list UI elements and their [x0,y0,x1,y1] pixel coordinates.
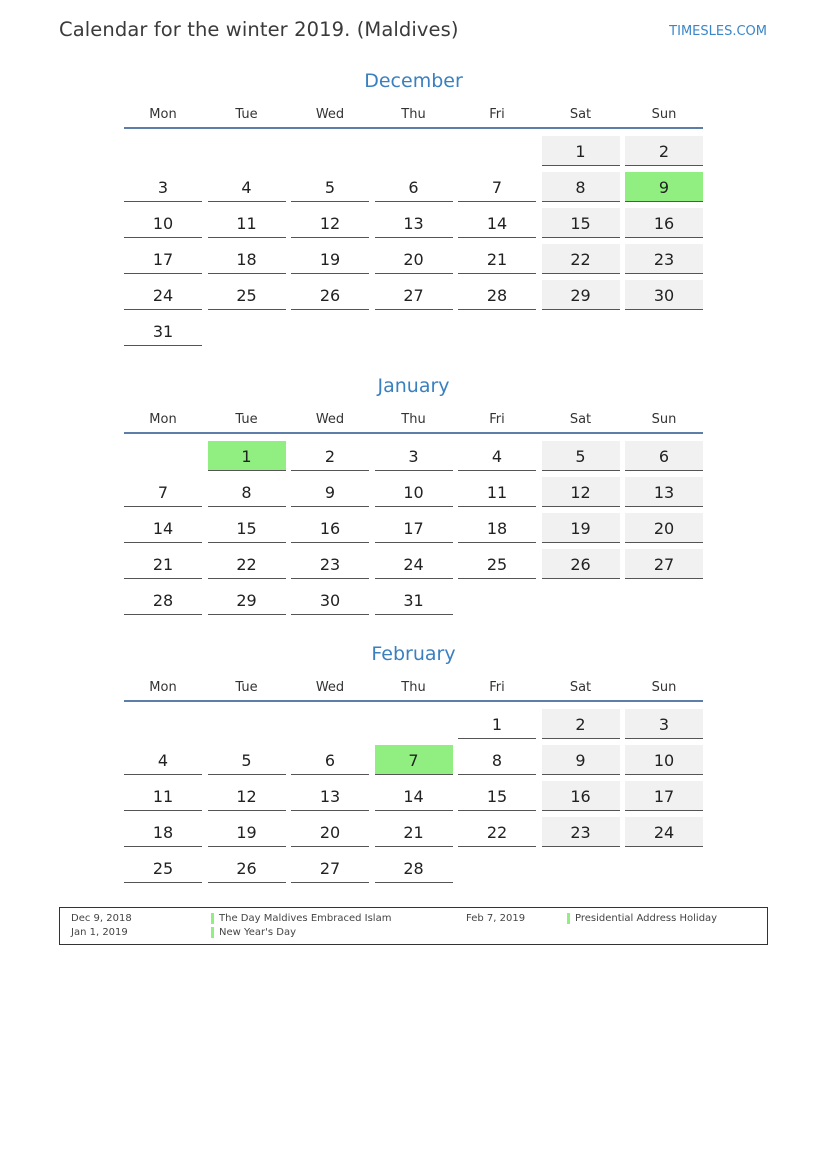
legend-date: Feb 7, 2019 [466,913,526,924]
day-cell[interactable]: 5 [542,441,620,471]
day-cell[interactable]: 9 [291,477,369,507]
day-cell[interactable]: 15 [458,781,536,811]
day-cell[interactable]: 30 [625,280,703,310]
day-cell[interactable]: 3 [375,441,453,471]
day-cell[interactable]: 8 [542,172,620,202]
day-cell[interactable]: 26 [291,280,369,310]
day-cell[interactable]: 11 [458,477,536,507]
day-cell[interactable]: 11 [208,208,286,238]
day-cell[interactable]: 1 [458,709,536,739]
weekday-label: Mon [149,107,177,122]
day-cell[interactable]: 15 [542,208,620,238]
day-cell[interactable]: 28 [375,853,453,883]
day-cell[interactable]: 5 [291,172,369,202]
day-cell[interactable]: 25 [458,549,536,579]
day-cell[interactable]: 12 [542,477,620,507]
weekday-label: Fri [489,680,505,695]
weekday-header [124,412,703,432]
day-cell[interactable]: 28 [124,585,202,615]
day-cell[interactable]: 2 [291,441,369,471]
day-cell[interactable]: 19 [291,244,369,274]
day-cell[interactable]: 14 [375,781,453,811]
day-cell[interactable]: 23 [542,817,620,847]
day-cell[interactable]: 27 [291,853,369,883]
holiday-legend [59,907,768,945]
holiday-day-cell[interactable]: 9 [625,172,703,202]
day-cell[interactable]: 20 [291,817,369,847]
day-cell[interactable]: 4 [124,745,202,775]
day-cell[interactable]: 16 [625,208,703,238]
day-cell[interactable]: 19 [542,513,620,543]
day-cell[interactable]: 18 [208,244,286,274]
weekday-header [124,107,703,127]
day-cell[interactable]: 3 [625,709,703,739]
day-cell[interactable]: 20 [375,244,453,274]
weekday-label: Fri [489,107,505,122]
day-cell[interactable]: 10 [375,477,453,507]
day-cell[interactable]: 17 [375,513,453,543]
day-cell[interactable]: 25 [208,280,286,310]
day-cell[interactable]: 5 [208,745,286,775]
day-cell[interactable]: 29 [208,585,286,615]
day-cell[interactable]: 2 [542,709,620,739]
day-cell[interactable]: 23 [625,244,703,274]
weekday-label: Sun [651,680,677,695]
day-cell[interactable]: 22 [542,244,620,274]
legend-date: Dec 9, 2018 [71,913,132,924]
day-cell[interactable]: 22 [208,549,286,579]
day-cell[interactable]: 15 [208,513,286,543]
day-cell[interactable]: 27 [375,280,453,310]
day-cell[interactable]: 14 [124,513,202,543]
day-cell[interactable]: 9 [542,745,620,775]
day-cell[interactable]: 4 [458,441,536,471]
day-cell[interactable]: 20 [625,513,703,543]
weekday-label: Tue [235,680,258,695]
weekday-label: Sat [569,680,592,695]
weekday-label: Sun [651,412,677,427]
day-cell[interactable]: 16 [291,513,369,543]
month-name: January [377,375,450,397]
day-cell[interactable]: 7 [124,477,202,507]
day-cell[interactable]: 24 [375,549,453,579]
day-cell[interactable]: 21 [458,244,536,274]
day-cell[interactable]: 10 [625,745,703,775]
day-cell[interactable]: 7 [458,172,536,202]
holiday-day-cell[interactable]: 7 [375,745,453,775]
day-cell[interactable]: 13 [291,781,369,811]
legend-holiday-name: Presidential Address Holiday [567,913,717,924]
legend-date: Jan 1, 2019 [71,927,128,938]
day-cell[interactable]: 13 [625,477,703,507]
day-cell[interactable]: 18 [124,817,202,847]
day-cell[interactable]: 10 [124,208,202,238]
day-cell[interactable]: 16 [542,781,620,811]
day-cell[interactable]: 22 [458,817,536,847]
day-cell[interactable]: 14 [458,208,536,238]
page-title: Calendar for the winter 2019. (Maldives) [59,18,459,41]
weekday-label: Wed [315,412,345,427]
day-cell[interactable]: 13 [375,208,453,238]
day-cell[interactable]: 29 [542,280,620,310]
weekday-label: Tue [235,412,258,427]
day-cell[interactable]: 12 [208,781,286,811]
day-cell[interactable]: 24 [625,817,703,847]
weekday-label: Thu [401,107,426,122]
day-cell[interactable]: 6 [291,745,369,775]
holiday-day-cell[interactable]: 1 [208,441,286,471]
day-cell[interactable]: 31 [375,585,453,615]
weekday-label: Sun [651,107,677,122]
day-cell[interactable]: 8 [208,477,286,507]
month-name: December [364,70,463,92]
day-cell[interactable]: 25 [124,853,202,883]
weekday-label: Tue [235,107,258,122]
day-cell[interactable]: 19 [208,817,286,847]
day-cell[interactable]: 24 [124,280,202,310]
weekday-header [124,680,703,700]
day-cell[interactable]: 1 [542,136,620,166]
day-cell[interactable]: 3 [124,172,202,202]
header-rule [124,127,703,129]
day-cell[interactable]: 6 [625,441,703,471]
day-cell[interactable]: 28 [458,280,536,310]
day-cell[interactable]: 4 [208,172,286,202]
day-cell[interactable]: 21 [375,817,453,847]
day-cell[interactable]: 21 [124,549,202,579]
day-cell[interactable]: 2 [625,136,703,166]
day-cell[interactable]: 12 [291,208,369,238]
legend-holiday-name: The Day Maldives Embraced Islam [211,913,391,924]
weekday-label: Mon [149,680,177,695]
day-cell[interactable]: 23 [291,549,369,579]
site-link[interactable]: TIMESLES.COM [669,24,767,39]
header-rule [124,432,703,434]
day-cell[interactable]: 31 [124,316,202,346]
weekday-label: Thu [401,680,426,695]
weekday-label: Sat [569,412,592,427]
legend-holiday-name: New Year's Day [211,927,296,938]
day-cell[interactable]: 8 [458,745,536,775]
day-cell[interactable]: 11 [124,781,202,811]
weekday-label: Fri [489,412,505,427]
header-rule [124,700,703,702]
day-cell[interactable]: 26 [542,549,620,579]
weekday-label: Sat [569,107,592,122]
day-cell[interactable]: 30 [291,585,369,615]
day-cell[interactable]: 17 [625,781,703,811]
month-name: February [371,643,456,665]
day-cell[interactable]: 27 [625,549,703,579]
weekday-label: Wed [315,107,345,122]
day-cell[interactable]: 18 [458,513,536,543]
day-cell[interactable]: 17 [124,244,202,274]
weekday-label: Wed [315,680,345,695]
day-cell[interactable]: 26 [208,853,286,883]
day-cell[interactable]: 6 [375,172,453,202]
weekday-label: Thu [401,412,426,427]
weekday-label: Mon [149,412,177,427]
